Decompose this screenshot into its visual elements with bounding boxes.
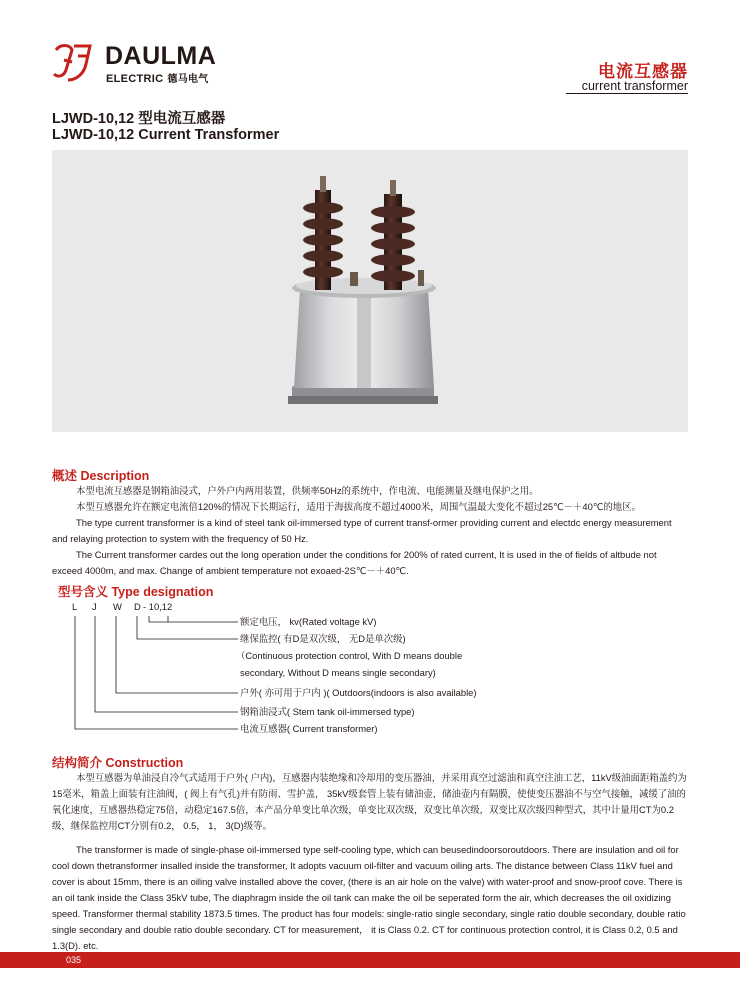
description-line-4: The Current transformer cardes out the long operation under the conditions for 200% of rated current, It is used in the of fields of altbude not exceed 4000m, and max. Change of ambient temperature not exoaed-2S℃－＋40℃. — [52, 549, 657, 576]
type-code-l: L — [72, 601, 78, 612]
type-label-protection: 继保监控( 有D是双次级， 无D是单次级) — [240, 633, 406, 644]
product-title-en: LJWD-10,12 Current Transformer — [52, 127, 280, 143]
current-transformer-illustration — [52, 150, 688, 432]
type-label-rated-voltage: 额定电压， kv(Rated voltage kV) — [240, 616, 377, 627]
type-label-protection-en-1: （Continuous protection control, With D means double — [236, 650, 463, 661]
type-designation-leader-lines — [60, 610, 240, 735]
left-bushing — [303, 176, 343, 290]
type-code-w: W — [113, 601, 122, 612]
type-code-voltage: - 10,12 — [143, 601, 173, 612]
header-divider — [566, 93, 688, 94]
description-heading: 概述 Description — [52, 469, 150, 483]
brand-sub-cn: 德马电气 — [167, 74, 209, 85]
brand-name: DAULMA — [105, 42, 217, 70]
brand-subtitle — [106, 70, 209, 85]
right-bushing — [371, 180, 415, 290]
header-title-cn: 电流互感器 — [598, 62, 688, 81]
product-photo — [52, 150, 688, 432]
type-label-outdoors: 户外( 亦可用于户内 )( Outdoors(indoors is also available) — [240, 687, 477, 698]
type-label-current-transformer: 电流互感器( Current transformer) — [240, 723, 378, 734]
description-line-3: The type current transformer is a kind of steel tank oil-immersed type of current transf-ormer providing current and electdc energy measurement and relaying protection to system with the frequency of 50 Hz. — [52, 517, 672, 544]
construction-en: The transformer is made of single-phase oil-immersed type self-cooling type, which can beusedindoorsoroutdoors. There are insulation and oil for cool down thetransformer insalled inside the transformer, It adopts vacuum oil-filter and vacuum oiling arts. The distance between Class 11kV fuel and cover is about 15mm, there is an oiling valve installed above the cover, (there is an air hole on the valve) with water-proof and snow-proof cove. There is an oil tank inside the Class 35kV tube, The diaphragm inside the oil tank can make the oil be seperated form the air, which decreases the oil oxidizing speed. Transformer thermal stability 1873.5 times. The product has four models: single-ratio single secondary, single ratio double secondary, double ratio single secondary and double ratio double secondary. CT for measurement， it is Class 0.2. CT for continuous protection control, it is Class 0.2, 0.5 and 1.3(D). etc. — [52, 844, 686, 951]
description-body — [52, 483, 688, 579]
description-line-2: 本型互感器允许在额定电流倍120%的情况下长期运行，适用于海拔高度不超过4000米，周围气温最大变化不超过25℃－＋40℃的地区。 — [76, 501, 641, 512]
construction-body — [52, 770, 688, 954]
page-number: 035 — [66, 955, 82, 965]
brand-sub-en: ELECTRIC — [106, 73, 164, 85]
construction-heading: 结构简介 Construction — [52, 756, 184, 770]
header-title-en: current transformer — [581, 79, 688, 93]
type-label-steel-tank: 钢箱油浸式( Stem tank oil-immersed type) — [240, 706, 415, 717]
type-label-protection-en-2: secondary, Without D means single secondary) — [240, 667, 436, 678]
type-designation-heading: 型号含义 Type designation — [58, 585, 214, 599]
description-line-1: 本型电流互感器是钢箱油浸式，户外户内两用装置，供频率50Hz的系统中，作电流、电能测量及继电保护之用。 — [76, 485, 539, 496]
type-code-d: D — [134, 601, 141, 612]
product-title-cn: LJWD-10,12 型电流互感器 — [52, 111, 226, 127]
daulma-logo-icon — [50, 40, 96, 84]
construction-cn: 本型互感器为单油浸自冷气式适用于户外( 户内)，互感器内装绝缘和冷却用的变压器油，并采用真空过滤油和真空注油工艺，11kV级油面距箱盖约为15毫米，箱盖上面装有注油阀，( 阀上有气孔)并有防雨、雪护盖， 35kV级套管上装有储油壶，储油壶内有隔膜，使使变压器油不与空气接触，减缓了油的氧化速度，互感器热稳定75倍，动稳定167.5倍，本产品分单变比单次级，单变比双次级，双变比单次级，双变比双次级四种型式，其中计量用CT为0.2级，继保监控用CT分别有0.2， 0.5， 1， 3(D)级等。 — [52, 772, 687, 831]
footer-bar — [0, 952, 740, 968]
type-code-j: J — [92, 601, 97, 612]
